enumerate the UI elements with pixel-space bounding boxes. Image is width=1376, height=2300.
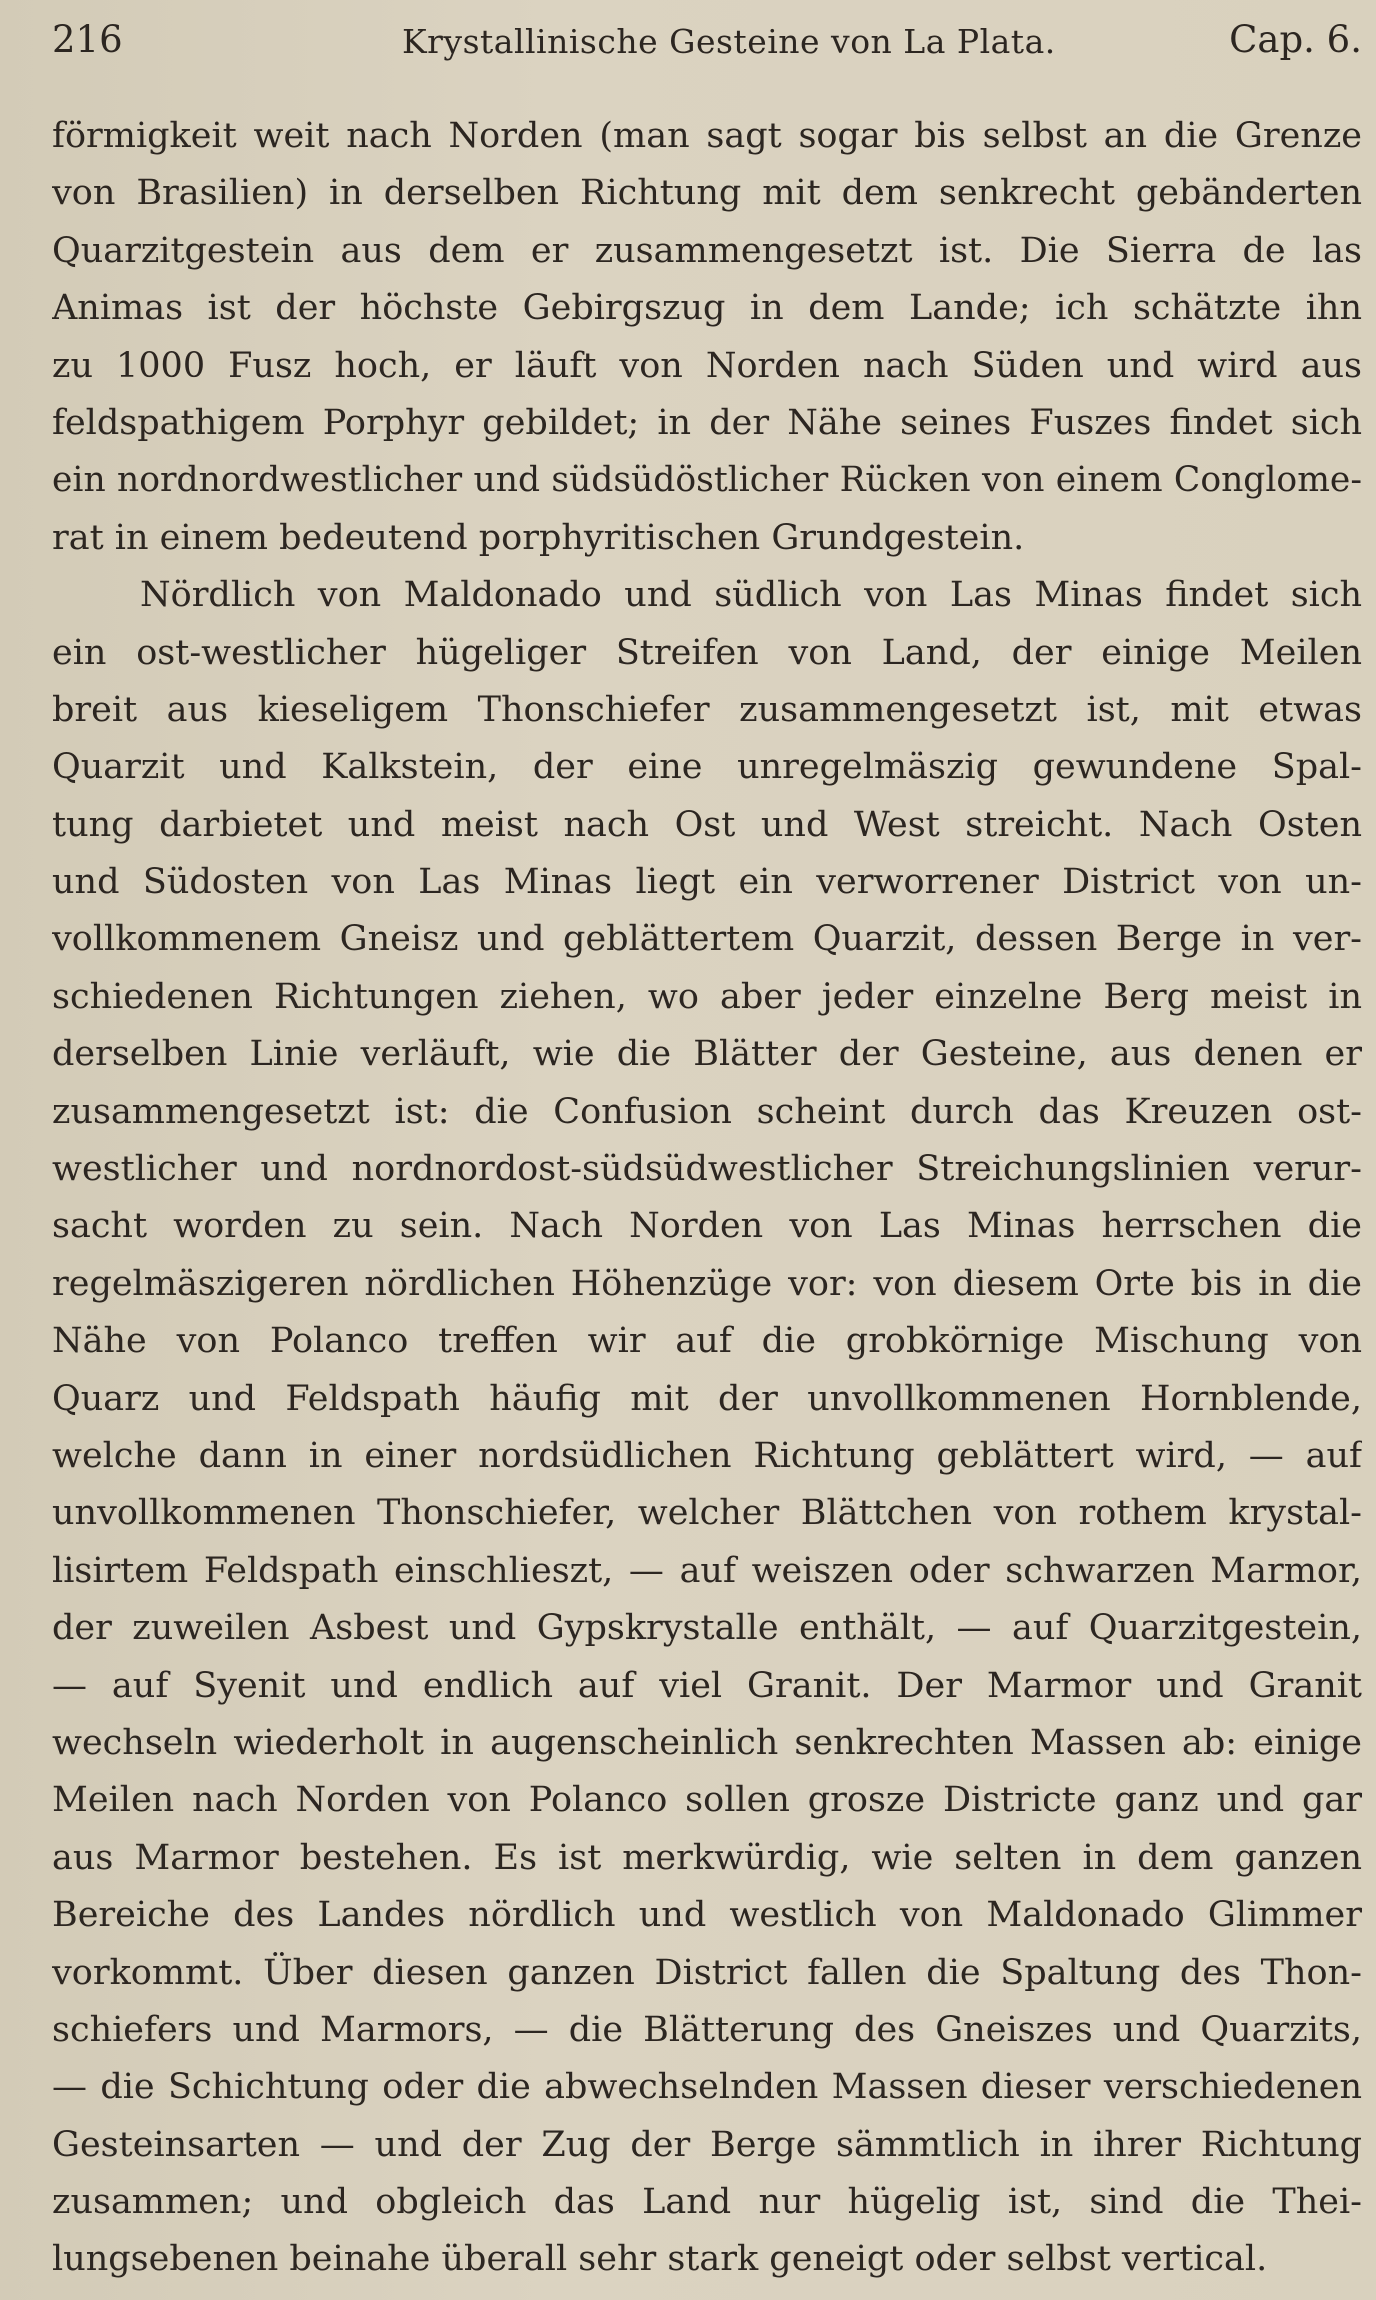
text-line: vollkommenem Gneisz und geblättertem Quarzit, dessen Berge in ver-: [52, 919, 1362, 960]
text-line: der zuweilen Asbest und Gypskrystalle enthält, — auf Quarzitgestein,: [52, 1608, 1362, 1649]
paragraph-start-line: Nördlich von Maldonado und südlich von Las Minas findet sich: [140, 575, 1362, 616]
chapter-reference: Cap. 6.: [1229, 18, 1362, 61]
running-head: [52, 18, 1362, 74]
text-line: breit aus kieseligem Thonschiefer zusammengesetzt ist, mit etwas: [52, 689, 1362, 730]
paragraph-end-line: lungsebenen beinahe überall sehr stark geneigt oder selbst vertical.: [52, 2239, 1268, 2280]
text-line: unvollkommenen Thonschiefer, welcher Blättchen von rothem krystal-: [52, 1493, 1362, 1534]
text-line: Quarz und Feldspath häufig mit der unvollkommenen Hornblende,: [52, 1378, 1362, 1419]
text-line: und Südosten von Las Minas liegt ein verworrener District von un-: [52, 862, 1362, 903]
text-line: von Brasilien) in derselben Richtung mit dem senkrecht gebänderten: [52, 173, 1362, 214]
text-line: zu 1000 Fusz hoch, er läuft von Norden nach Süden und wird aus: [52, 345, 1362, 386]
text-line: zusammengesetzt ist: die Confusion scheint durch das Kreuzen ost-: [52, 1091, 1362, 1132]
text-line: Animas ist der höchste Gebirgszug in dem Lande; ich schätzte ihn: [52, 288, 1362, 329]
text-line: lisirtem Feldspath einschlieszt, — auf weiszen oder schwarzen Marmor,: [52, 1550, 1362, 1591]
text-line: Nähe von Polanco treffen wir auf die grobkörnige Mischung von: [52, 1321, 1362, 1362]
text-line: wechseln wiederholt in augenscheinlich senkrechten Massen ab: einige: [52, 1722, 1362, 1763]
text-line: westlicher und nordnordost-südsüdwestlicher Streichungslinien verur-: [52, 1149, 1362, 1190]
text-line: tung darbietet und meist nach Ost und West streicht. Nach Osten: [52, 804, 1362, 845]
text-line: schiefers und Marmors, — die Blätterung des Gneiszes und Quarzits,: [52, 2009, 1362, 2050]
text-line: aus Marmor bestehen. Es ist merkwürdig, wie selten in dem ganzen: [52, 1837, 1362, 1878]
text-line: ein ost-westlicher hügeliger Streifen von Land, der einige Meilen: [52, 632, 1362, 673]
text-line: — auf Syenit und endlich auf viel Granit. Der Marmor und Granit: [52, 1665, 1362, 1706]
page-number: 216: [52, 18, 123, 61]
text-line: Bereiche des Landes nördlich und westlich von Maldonado Glimmer: [52, 1895, 1362, 1936]
text-line: sacht worden zu sein. Nach Norden von Las Minas herrschen die: [52, 1206, 1362, 1247]
running-title: Krystallinische Gesteine von La Plata.: [402, 22, 1056, 61]
text-line: schiedenen Richtungen ziehen, wo aber jeder einzelne Berg meist in: [52, 976, 1362, 1017]
text-line: zusammen; und obgleich das Land nur hügelig ist, sind die Thei-: [52, 2182, 1362, 2223]
text-line: vorkommt. Über diesen ganzen District fallen die Spaltung des Thon-: [52, 1952, 1362, 1993]
text-line: Quarzit und Kalkstein, der eine unregelmäszig gewundene Spal-: [52, 747, 1362, 788]
body-text: [52, 108, 1362, 2289]
text-line: regelmäszigeren nördlichen Höhenzüge vor: von diesem Orte bis in die: [52, 1263, 1362, 1304]
text-line: Gesteinsarten — und der Zug der Berge sämmtlich in ihrer Richtung: [52, 2124, 1362, 2165]
text-line: welche dann in einer nordsüdlichen Richtung geblättert wird, — auf: [52, 1435, 1362, 1476]
text-line: förmigkeit weit nach Norden (man sagt sogar bis selbst an die Grenze: [52, 116, 1362, 156]
text-line: — die Schichtung oder die abwechselnden Massen dieser verschiedenen: [52, 2067, 1362, 2108]
text-line: ein nordnordwestlicher und südsüdöstlicher Rücken von einem Conglome-: [52, 460, 1362, 501]
text-line: derselben Linie verläuft, wie die Blätter der Gesteine, aus denen er: [52, 1034, 1362, 1075]
paragraph-end-line: rat in einem bedeutend porphyritischen Grundgestein.: [52, 517, 1025, 558]
text-line: Meilen nach Norden von Polanco sollen grosze Districte ganz und gar: [52, 1780, 1362, 1821]
text-line: feldspathigem Porphyr gebildet; in der Nähe seines Fuszes findet sich: [52, 402, 1362, 443]
text-line: Quarzitgestein aus dem er zusammengesetzt ist. Die Sierra de las: [52, 230, 1362, 271]
